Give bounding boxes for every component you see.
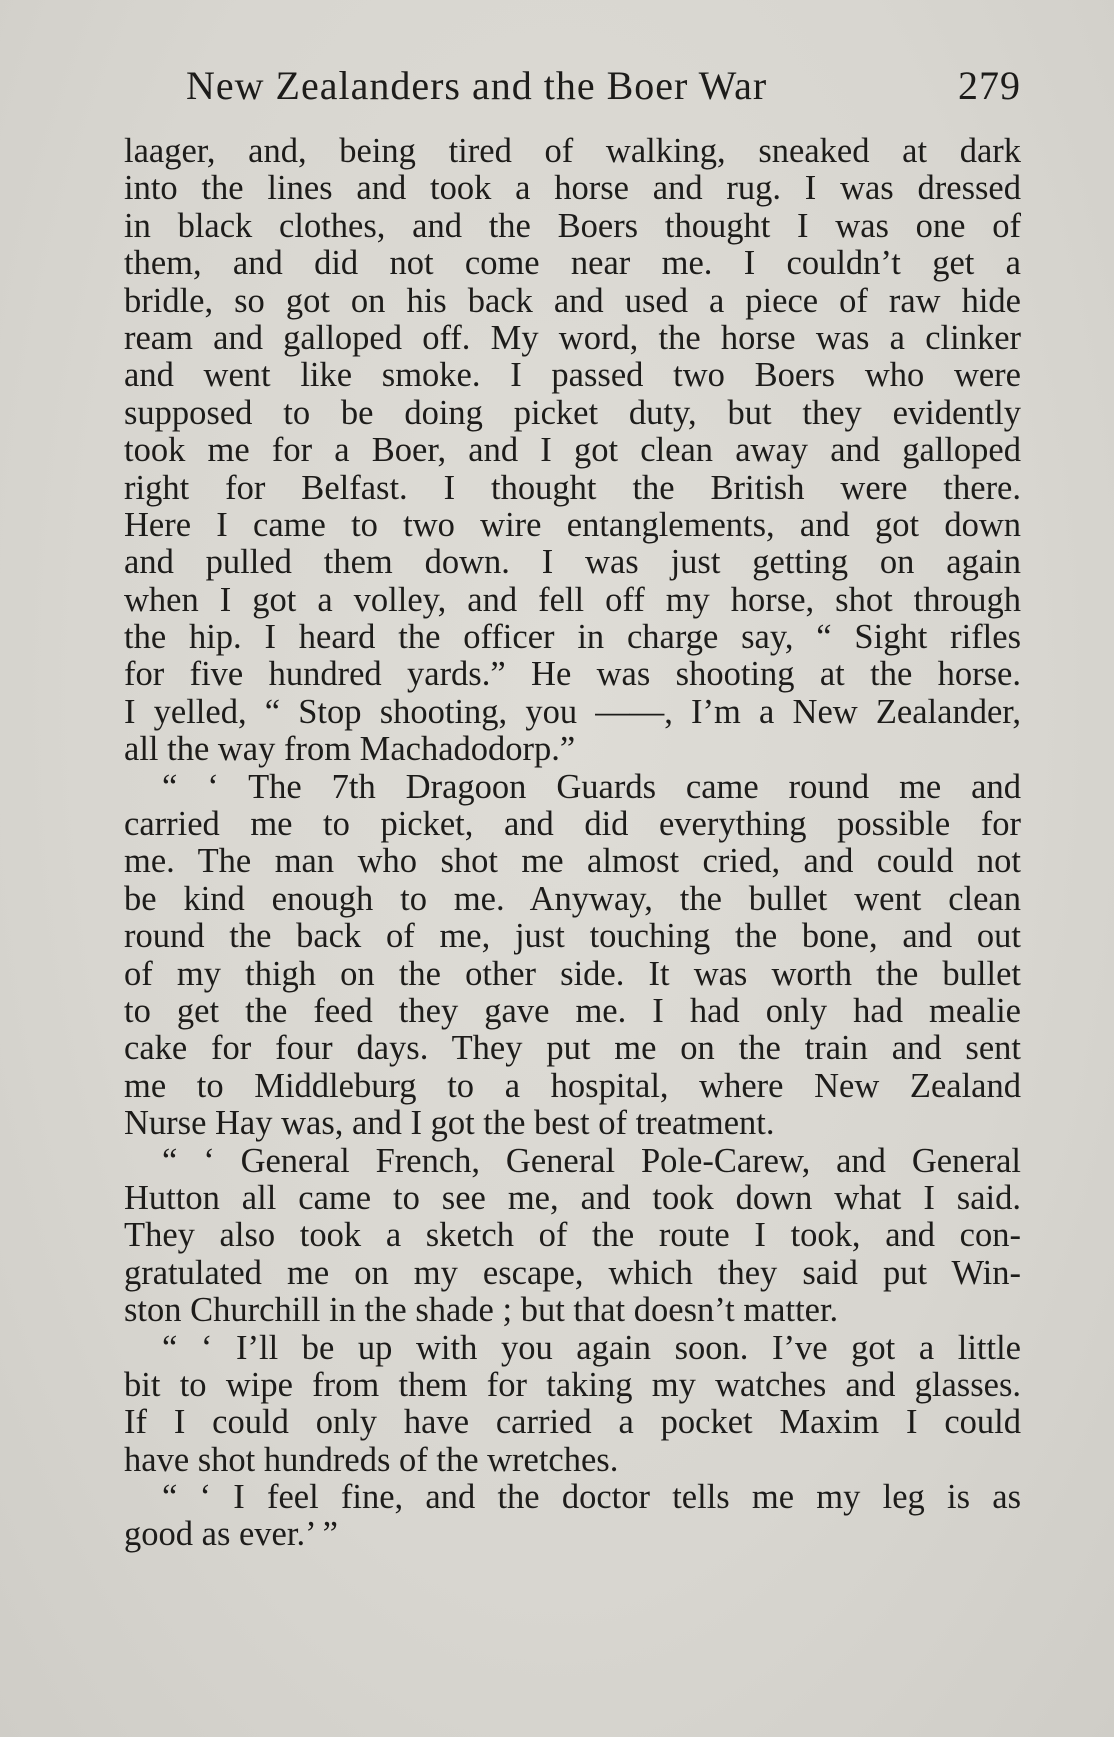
text-line: for five hundred yards.” He was shooting at the horse. [124, 655, 1021, 694]
header-title: New Zealanders and the Boer War [186, 63, 768, 108]
text-line: to get the feed they gave me. I had only had mealie [124, 991, 1021, 1030]
text-line: Here I came to two wire entanglements, and got down [124, 505, 1021, 544]
text-line: them, and did not come near me. I couldn’t get a [124, 244, 1021, 283]
text-line: laager, and, being tired of walking, sneaked at dark [124, 132, 1021, 170]
text-line: bridle, so got on his back and used a piece of raw hide [124, 281, 1021, 320]
text-line: “ ‘ I’ll be up with you again soon. I’ve got a little [162, 1328, 1021, 1367]
text-line: supposed to be doing picket duty, but they evidently [124, 393, 1021, 432]
text-line: when I got a volley, and fell off my horse, shot through [124, 580, 1021, 619]
text-line: right for Belfast. I thought the British were there. [124, 468, 1021, 507]
text-line: ream and galloped off. My word, the horse was a clinker [124, 318, 1021, 357]
text-line: “ ‘ I feel fine, and the doctor tells me my leg is as [162, 1478, 1021, 1517]
text-line: carried me to picket, and did everything possible for [124, 805, 1021, 844]
text-line: have shot hundreds of the wretches. [124, 1440, 619, 1479]
text-line: “ ‘ The 7th Dragoon Guards came round me and [162, 767, 1021, 806]
text-line: the hip. I heard the officer in charge say, “ Sight rifles [124, 618, 1021, 657]
running-header [186, 62, 1021, 118]
text-line: me to Middleburg to a hospital, where New Zealand [124, 1066, 1021, 1105]
text-line: They also took a sketch of the route I took, and con- [124, 1216, 1021, 1255]
text-line: be kind enough to me. Anyway, the bullet went clean [124, 879, 1021, 918]
text-line: Nurse Hay was, and I got the best of treatment. [124, 1104, 775, 1143]
text-line: If I could only have carried a pocket Maxim I could [124, 1403, 1021, 1442]
text-line: and pulled them down. I was just getting on again [124, 543, 1021, 582]
text-line: and went like smoke. I passed two Boers who were [124, 356, 1021, 395]
text-line: good as ever.’ ” [124, 1515, 338, 1554]
page-number: 279 [958, 63, 1021, 108]
text-line: I yelled, “ Stop shooting, you ——, I’m a New Zealander, [124, 692, 1021, 731]
body-text [124, 133, 1021, 1554]
text-line: all the way from Machadodorp.” [124, 730, 576, 769]
text-line: Hutton all came to see me, and took down what I said. [124, 1178, 1021, 1217]
text-line: ston Churchill in the shade ; but that doesn’t matter. [124, 1291, 839, 1330]
text-line: cake for four days. They put me on the train and sent [124, 1029, 1021, 1068]
text-line: me. The man who shot me almost cried, and could not [124, 842, 1021, 881]
text-line: round the back of me, just touching the bone, and out [124, 917, 1021, 956]
text-line: in black clothes, and the Boers thought I was one of [124, 206, 1021, 245]
text-line: took me for a Boer, and I got clean away and galloped [124, 431, 1021, 470]
text-line: “ ‘ General French, General Pole-Carew, and General [162, 1141, 1021, 1180]
text-line: bit to wipe from them for taking my watches and glasses. [124, 1365, 1021, 1404]
text-line: of my thigh on the other side. It was worth the bullet [124, 954, 1021, 993]
text-line: gratulated me on my escape, which they said put Win- [124, 1253, 1021, 1292]
text-line: into the lines and took a horse and rug. I was dressed [124, 169, 1021, 208]
